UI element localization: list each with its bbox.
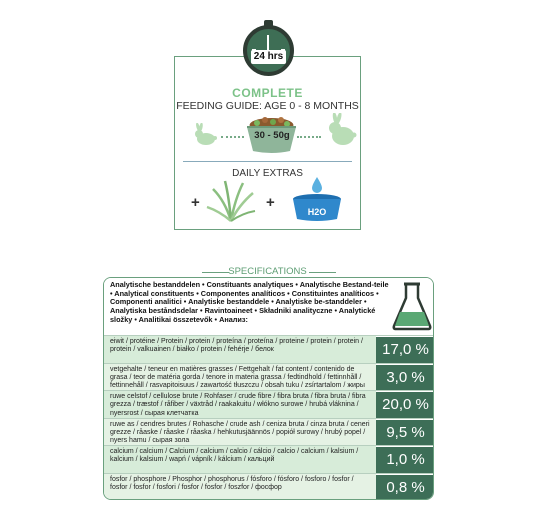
feeding-guide-heading: FEEDING GUIDE: AGE 0 - 8 MONTHS [176,100,359,112]
table-row [104,335,434,363]
specifications-table [103,277,434,500]
row-value: 0,8 % [376,474,434,501]
water-bowl-icon [287,175,347,225]
analytical-constituents-text: Analytische bestanddelen • Constituants analytiques • Analytische Bestand-teile • Analytical constituents • Componentes analíticos • Constituintes analíticos • Componenti analitici • Analytiske bestanddele • Analytiske be-standdeler • Analytiska beståndsdelar • Ravintoaineet • Składniki analityczne • Analytické složky • Analitikai összetevők • Анализ: [110,280,389,324]
row-description: ruwe as / cendres brutes / Rohasche / crude ash / ceniza bruta / cinza bruta / ceneri grezze / råaske / råaske / råaska / hehkutusjäännös / popiół surowy / hrubý popel / nyers hamu / сырая зола [110,420,370,445]
water-label: H2O [307,207,327,217]
dotted-connector-left [221,136,244,138]
guide-divider [183,161,352,162]
brand-title: COMPLETE [232,86,303,100]
grass-icon [205,179,257,223]
specifications-title: SPECIFICATIONS [228,266,307,277]
spec-header [104,278,434,335]
plus-sign-2: + [266,194,275,211]
row-description: vetgehalte / teneur en matières grasses / Fettgehalt / fat content / contenido de grasa / teor de matéria gorda / tenore in materia grassa / fedtindhold / fettinnhåll / fettinnehåll / rasvapitoisuus / zawartość tłuszczu / obsah tuku / zsírtartalom / жиры [110,365,365,390]
row-description: calcium / calcium / Calcium / calcium / calcio / cálcio / calcio / calcium / kalsium / kalcium / kalsium / wapń / vápník / kálcium / кальций [110,448,359,464]
plus-sign: + [191,194,200,211]
feeding-guide-card [174,56,361,230]
row-value: 3,0 % [376,364,434,391]
row-value: 1,0 % [376,446,434,473]
spec-rows [104,335,434,500]
row-description: fosfor / phosphore / Phosphor / phosphorus / fósforo / fósforo / fosforo / fosfor / fosfor / fosfor / fosfori / fosfor / fosfor / foszfor / фосфор [110,475,354,491]
clock-hand [267,35,269,51]
clock-knob [264,20,273,26]
portion-amount: 30 - 50g [254,130,290,141]
table-row [104,390,434,418]
spec-title-line-right [309,272,336,273]
clock-label: 24 hrs [251,50,286,64]
water-bowl [287,175,347,225]
small-rabbit-icon [192,123,218,147]
row-description: eiwit / protéine / Protein / protein / proteína / proteína / proteine / protein / protein / protein / valkuainen / białko / protein / fehérje / белок [110,338,363,354]
row-value: 9,5 % [376,419,434,446]
dotted-connector-right [297,136,321,138]
daily-extras-heading: DAILY EXTRAS [232,168,303,179]
table-row [104,363,434,391]
row-value: 20,0 % [376,391,434,418]
large-rabbit-icon [323,113,357,147]
row-description: ruwe celstof / cellulose brute / Rohfaser / crude fibre / fibra bruta / fibra bruta / fibra grezza / træstof / råfiber / växtråd / raakakuitu / włókno surowe / hrubá vláknina / nyersrost / сырая клетчатка [110,393,366,417]
table-row [104,445,434,473]
flask-icon [391,280,433,332]
clock-icon [243,25,294,76]
row-value: 17,0 % [376,336,434,363]
table-row [104,473,434,501]
table-row [104,418,434,446]
